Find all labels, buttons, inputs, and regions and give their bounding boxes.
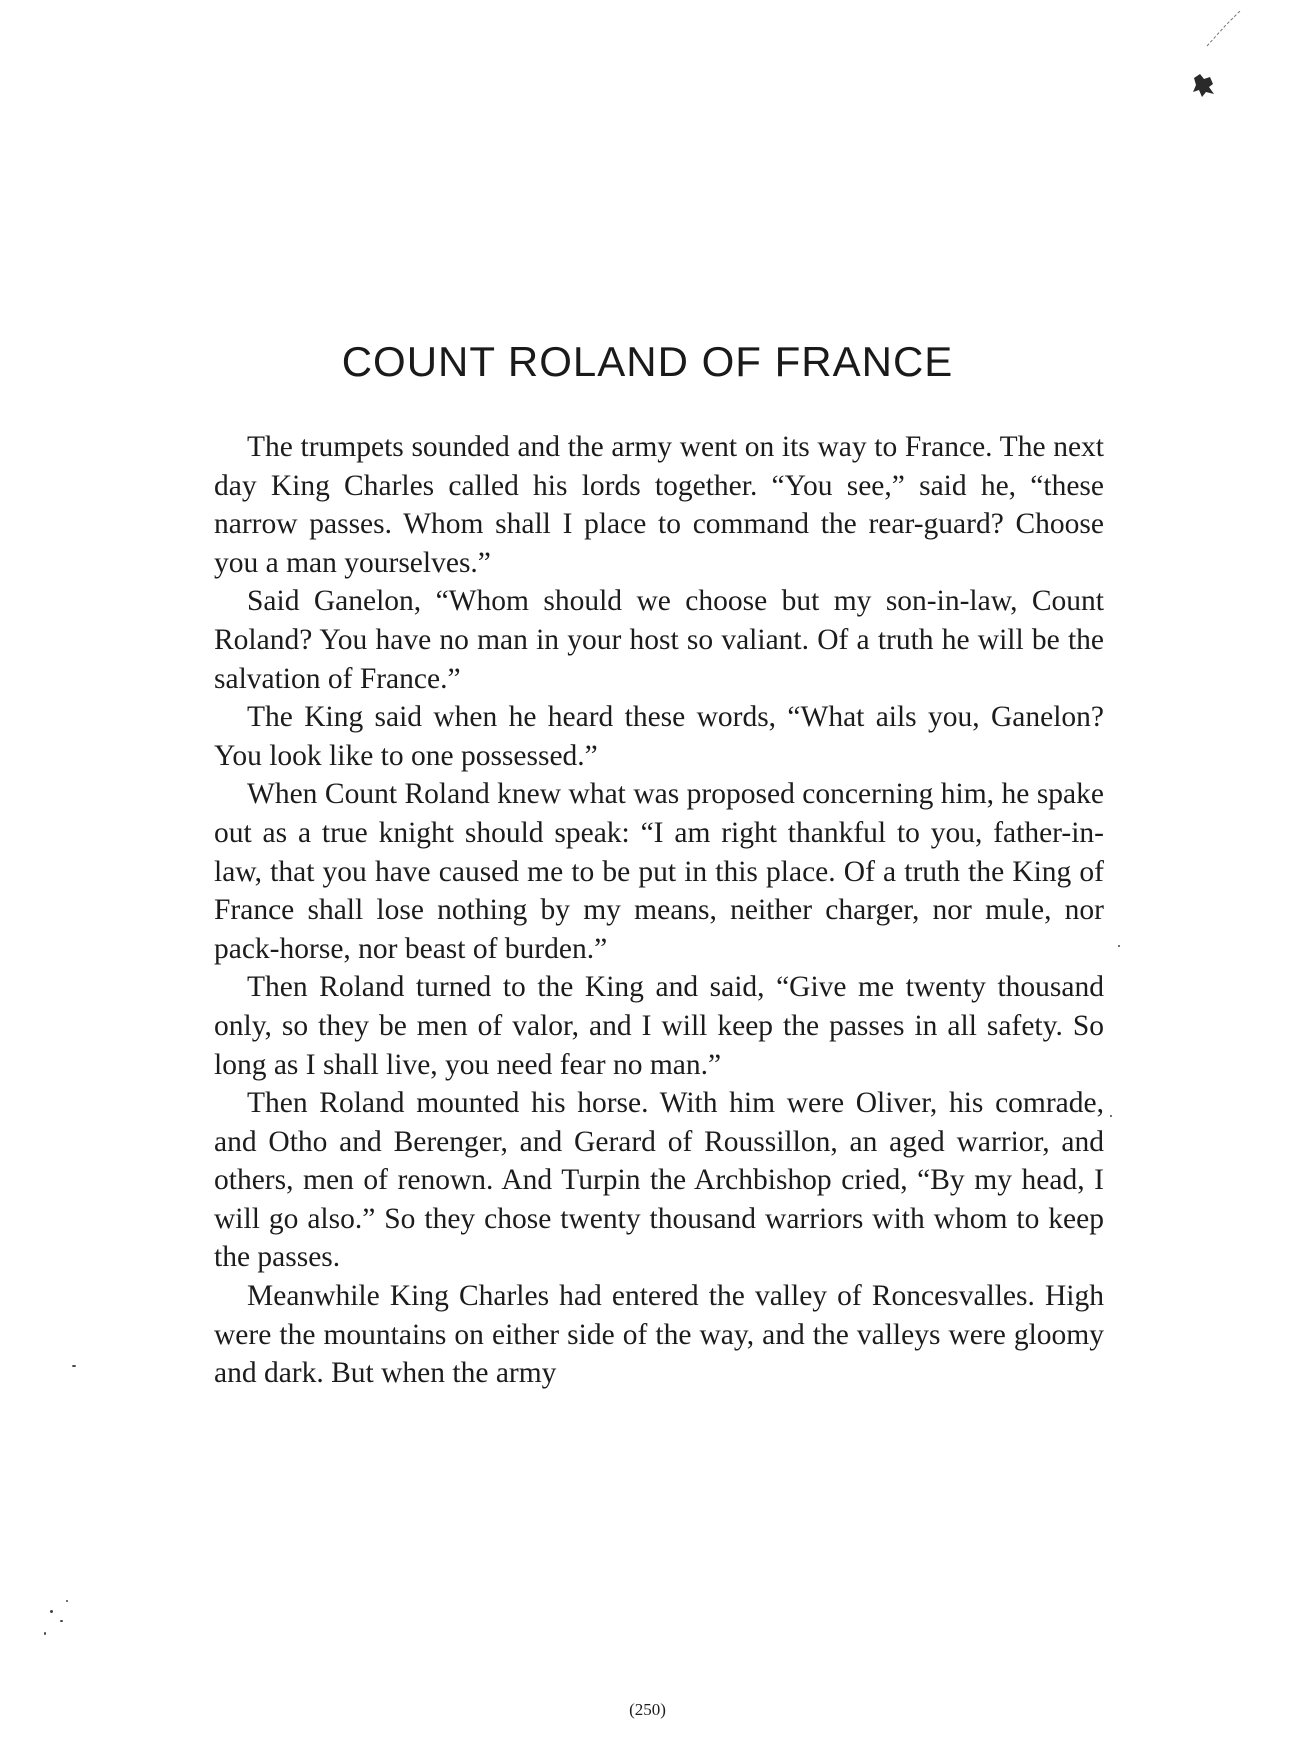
chapter-title: COUNT ROLAND OF FRANCE xyxy=(341,338,954,385)
speck xyxy=(44,1632,46,1635)
paragraph-7: Meanwhile King Charles had entered the valley of Roncesvalles. High were the mountains on either side of the way, and the valleys were gloomy and dark. But when the army xyxy=(214,1280,1104,1390)
speck xyxy=(72,1365,76,1367)
paragraph-3: The King said when he heard these words, “What ails you, Ganelon? You look like to one possessed.” xyxy=(214,701,1104,772)
page-number: (250) xyxy=(629,1700,666,1719)
paragraph-5: Then Roland turned to the King and said, “Give me twenty thousand only, so they be men of valor, and I will keep the passes in all safety. So long as I shall live, you need fear no man.” xyxy=(214,971,1104,1081)
speck xyxy=(1110,1115,1112,1117)
speck xyxy=(66,1600,68,1602)
speck xyxy=(60,1620,63,1622)
paragraph-6: Then Roland mounted his horse. With him were Oliver, his comrade, and Otho and Berenger, and Gerard of Roussillon, an aged warrior, and others, men of renown. And Turpin the Archbishop cried, “By my head, I will go also.” So they chose twenty thousand warriors with whom to keep the passes. xyxy=(214,1087,1104,1274)
paragraph-1: The trumpets sounded and the army went on its way to France. The next day King Charles called his lords together. “You see,” said he, “these narrow passes. Whom shall I place to command the rear-guard? Choose you a man yourselves.” xyxy=(214,431,1104,579)
paragraph-4: When Count Roland knew what was proposed concerning him, he spake out as a true knight should speak: “I am right thankful to you, father-in-law, that you have caused me to be put in this place. Of a truth the King of France shall lose nothing by my means, neither charger, nor mule, nor pack-horse, nor beast of burden.” xyxy=(214,778,1104,965)
scan-stroke-mark xyxy=(1205,8,1245,48)
speck xyxy=(50,1610,53,1613)
ink-blot-mark xyxy=(1190,72,1216,98)
paragraph-2: Said Ganelon, “Whom should we choose but my son-in-law, Count Roland? You have no man in your host so valiant. Of a truth he will be the salvation of France.” xyxy=(214,585,1104,695)
speck xyxy=(1118,945,1120,947)
body-text xyxy=(214,428,1104,1393)
